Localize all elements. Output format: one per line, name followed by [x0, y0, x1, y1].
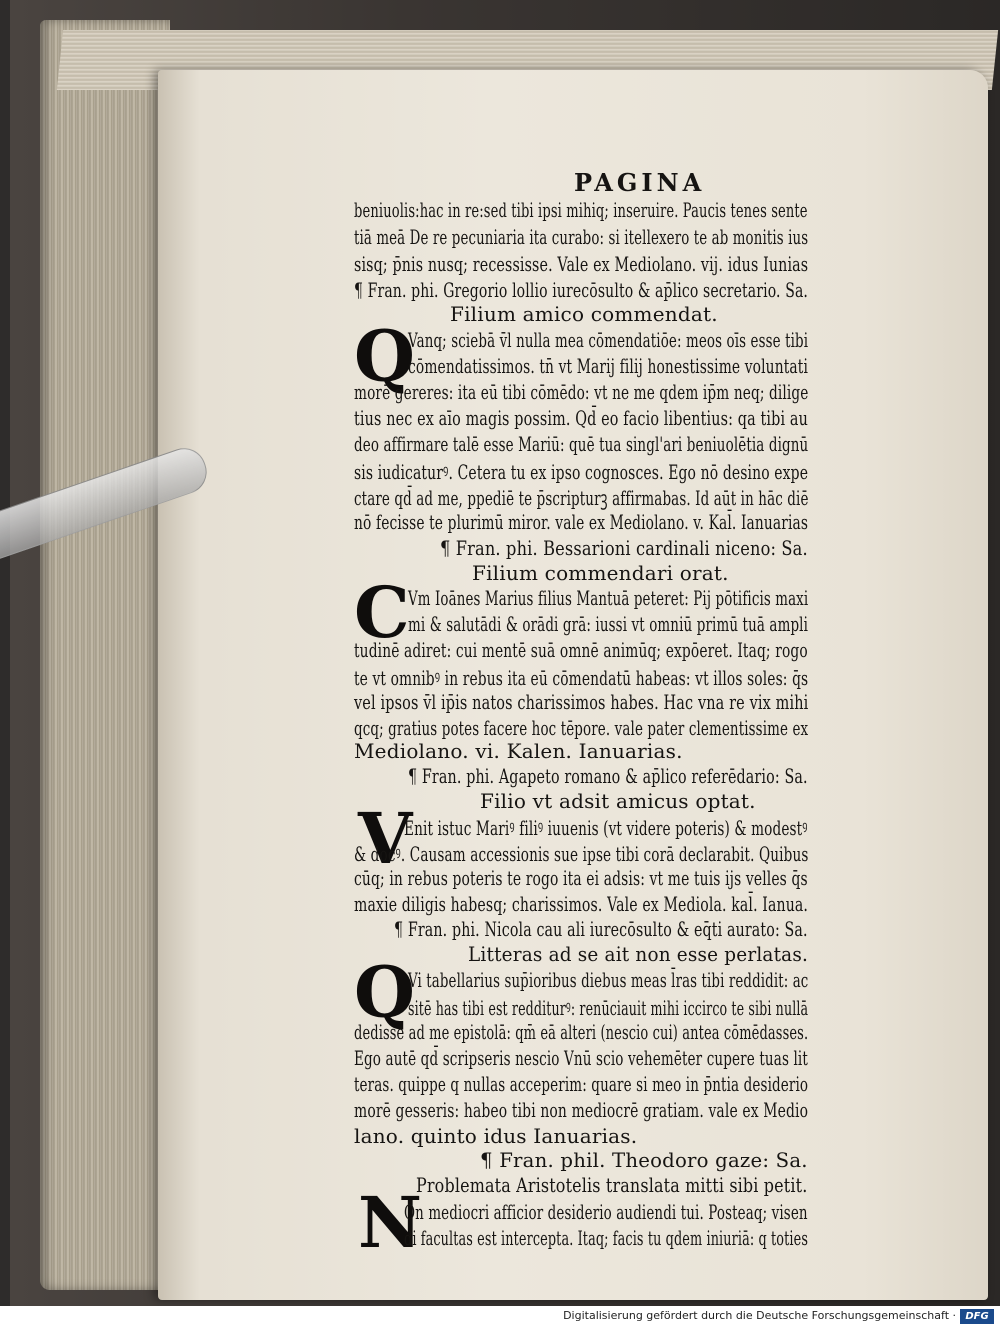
printed-page	[158, 70, 988, 1300]
letter-summary: Filium amico commendat.	[450, 302, 718, 326]
letter-heading: ¶ Fran. phi. Bessarioni cardinali niceno: Sa.	[440, 536, 808, 560]
letter-summary: Filium commendari orat.	[472, 561, 729, 585]
text-line: qcq; gratius potes facere hoc tēpore. vale pater clementissime ex	[354, 716, 809, 740]
text-line: sis iudicaturꝰ. Cetera tu ex ipso cognosces. Ego nō desino expe	[354, 460, 809, 484]
text-line: sisq; p̄nis nusq; recessisse. Vale ex Mediolano. vij. idus Iunias	[354, 252, 809, 276]
text-line: mi & salutādi & orādi grā: iussi vt omniū primū tuā ampli	[408, 612, 809, 636]
text-line: sitē has tibi est redditurꝰ: renūciauit mihi iccirco te sibi nullā	[408, 996, 809, 1020]
text-line: Vi tabellarius sup̄ioribus diebus meas l̄ras tibi reddidit: ac	[408, 968, 809, 992]
text-line: tius nec ex aīo magis possim. Qd̄ eo facio libentius: qa tibi au	[354, 406, 808, 430]
text-line: Mediolano. vi. Kalen. Ianuarias.	[354, 739, 683, 763]
text-line: deo affirmare talē esse Mariū: quē tua singl'ari beniuolētia dignū	[354, 432, 809, 456]
text-line: di facultas est intercepta. Itaq; facis tu qdem iniuriā: q toties	[404, 1226, 809, 1250]
text-line: te vt omnibꝰ in rebus ita eū cōmendatū habeas: vt illos soles: q̄s	[354, 666, 809, 690]
text-line: Enit istuc Mariꝰ filiꝰ iuuenis (vt videre poteris) & modestꝰ	[404, 816, 808, 840]
text-line: tudinē adiret: cui mentē suā omnē animūq; expōeret. Itaq; rogo	[354, 638, 808, 662]
text-line: morē gesseris: habeo tibi non mediocrē gratiam. vale ex Medio	[354, 1098, 809, 1122]
text-line: cōmendatissimos. tn̄ vt Marij filij honestissime voluntati	[408, 354, 809, 378]
letter-summary: Problemata Aristotelis translata mitti sibi petit.	[416, 1173, 808, 1197]
text-line: Vanq; sciebā v̄l nulla mea cōmendatiōe: meos oīs esse tibi	[408, 328, 809, 352]
initial-letter: V	[358, 797, 413, 880]
text-line: lano. quinto idus Ianuarias.	[354, 1124, 638, 1148]
dfg-logo: DFG	[960, 1309, 994, 1324]
letter-heading: ¶ Fran. phi. Gregorio lollio iurecōsulto & ap̄lico secretario. Sa.	[354, 278, 809, 302]
text-line: & docꝰ. Causam accessionis sue ipse tibi corā declarabit. Quibus	[354, 842, 809, 866]
text-line: tiā meā De re pecuniaria ita curabo: si itellexero te ab monitis ius	[354, 225, 809, 249]
text-line: teras. quippe q nullas acceperim: quare si meo in p̄ntia desiderio	[354, 1072, 809, 1096]
text-line: cūq; in rebus poteris te rogo ita ei adsis: vt me tuis ijs velles q̄s	[354, 866, 808, 890]
text-line: nō fecisse te plurimū miror. vale ex Mediolano. v. Kal̄. Ianuarias	[354, 510, 809, 534]
letter-heading: ¶ Fran. phi. Nicola cau ali iurecōsulto & eq̄ti aurato: Sa.	[394, 917, 808, 941]
page-fore-edge	[40, 20, 170, 1290]
text-line: Vm Ioānes Marius filius Mantuā peteret: Pij pōtificis maxi	[408, 586, 809, 610]
text-line: morē gereres: ita eū tibi cōmēdo: vt ne me qdem ip̄m neq; dilige	[354, 380, 809, 404]
text-line: beniuolis:hac in re:sed tibi ipsi mihiq; inseruire. Paucis tenes sente	[354, 198, 808, 222]
page-heading: PAGINA	[574, 168, 706, 197]
letter-summary: Litteras ad se ait non esse perlatas.	[468, 942, 809, 966]
initial-letter: N	[358, 1181, 422, 1264]
initial-letter: Q	[354, 315, 415, 398]
initial-letter: C	[354, 571, 410, 654]
footer-credit: Digitalisierung gefördert durch die Deutsche Forschungsgemeinschaft ·	[563, 1309, 956, 1322]
footer-bar	[0, 1306, 1000, 1327]
letter-heading: ¶ Fran. phi. Agapeto romano & ap̄lico referēdario: Sa.	[408, 764, 808, 788]
text-line: ctare qd̄ ad me, ppediē te p̄scripturꝫ affirmabas. Id aūt in hāc diē	[354, 486, 809, 510]
text-line: On mediocri afficior desiderio audiendi tui. Posteaq; visen	[404, 1200, 808, 1224]
letter-heading: ¶ Fran. phil. Theodoro gaze: Sa.	[480, 1148, 808, 1172]
text-line: vel ipsos v̄l ip̄is natos charissimos habes. Hac vna re vix mihi	[354, 690, 809, 714]
text-line: dedisse ad me epistolā: qm̄ eā alteri (nescio cui) antea cōmēdasses.	[354, 1020, 809, 1044]
initial-letter: Q	[354, 951, 415, 1034]
letter-summary: Filio vt adsit amicus optat.	[480, 789, 756, 813]
text-line: Ego autē qd̄ scripseris nescio Vnū scio vehemēter cupere tuas lit	[354, 1046, 808, 1070]
text-line: maxie diligis habesq; charissimos. Vale ex Mediola. kal̄. Ianua.	[354, 892, 809, 916]
